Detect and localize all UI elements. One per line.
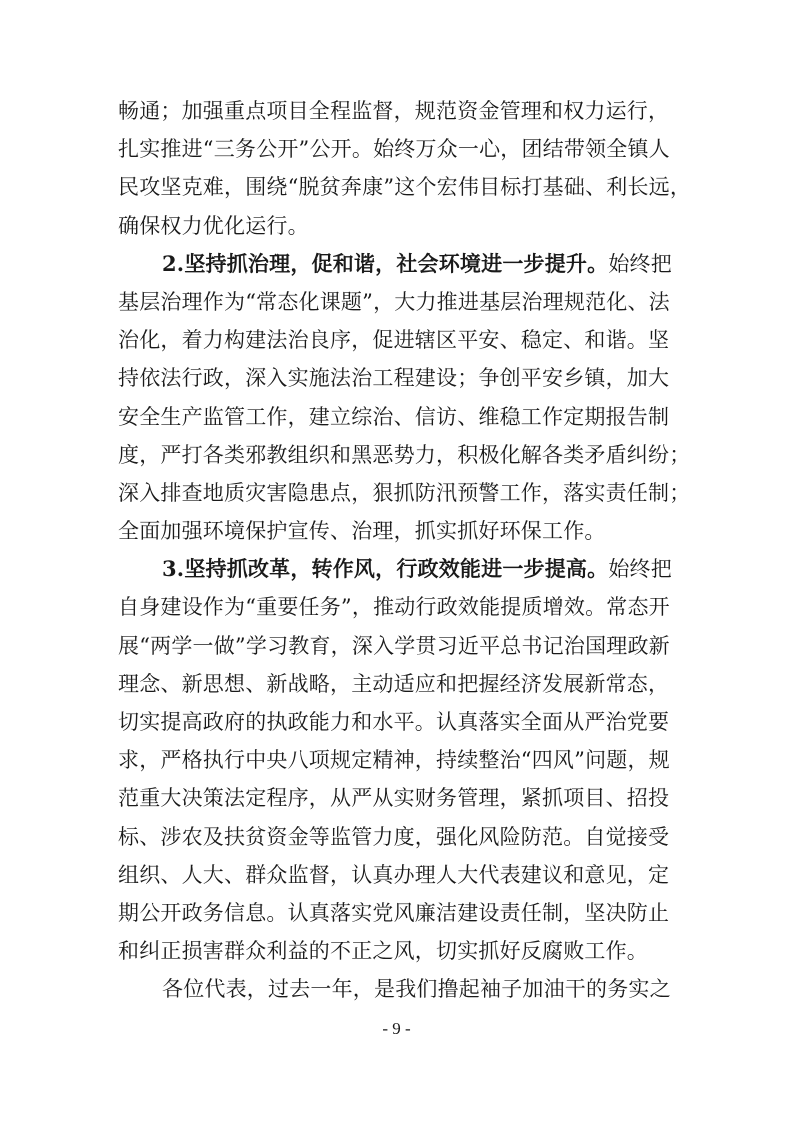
text-line: 自身建设作为“重要任务”，推动行政效能提质增效。常态开 xyxy=(118,595,670,620)
text-line: 畅通；加强重点项目全程监督，规范资金管理和权力运行， xyxy=(118,99,670,123)
text-line: 标、涉农及扶贫资金等监管力度，强化风险防范。自觉接受 xyxy=(118,824,670,849)
paragraph-2 xyxy=(118,245,691,551)
text-line: 范重大决策法定程序，从严从实财务管理，紧抓项目、招投 xyxy=(118,786,670,811)
section-heading: 2.坚持抓治理，促和谐，社会环境进一步提升。 xyxy=(162,250,609,276)
text-run: 始终把 xyxy=(608,251,672,276)
text-line: 和纠正损害群众利益的不正之风，切实抓好反腐败工作。 xyxy=(118,939,648,964)
text-line: 度，严打各类邪教组织和黑恶势力，积极化解各类矛盾纠纷； xyxy=(118,442,691,467)
paragraph-3 xyxy=(118,550,674,970)
text-line: 基层治理作为“常态化课题”，大力推进基层治理规范化、法 xyxy=(118,289,670,314)
text-line: 各位代表，过去一年，是我们撸起袖子加油干的务实之 xyxy=(162,977,671,1002)
text-line: 切实提高政府的执政能力和水平。认真落实全面从严治党要 xyxy=(118,710,670,734)
text-run: 始终把 xyxy=(608,557,672,582)
text-line: 安全生产监管工作，建立综治、信访、维稳工作定期报告制 xyxy=(118,404,670,429)
text-line: 民攻坚克难，围绕“脱贫奔康”这个宏伟目标打基础、利长远， xyxy=(118,175,692,200)
text-line: 期公开政务信息。认真落实党风廉洁建设责任制，坚决防止 xyxy=(118,900,670,925)
text-line: 展“两学一做”学习教育，深入学贯习近平总书记治国理政新 xyxy=(118,633,670,658)
text-line: 全面加强环境保护宣传、治理，抓实抓好环保工作。 xyxy=(118,519,606,544)
paragraph-4 xyxy=(118,970,674,1008)
text-line: 治化，着力构建法治良序，促进辖区平安、稳定、和谐。坚 xyxy=(118,328,670,353)
paragraph-1 xyxy=(118,92,692,245)
text-line: 深入排查地质灾害隐患点，狠抓防汛预警工作，落实责任制； xyxy=(118,480,691,505)
page-number: - 9 - xyxy=(382,1019,411,1038)
text-line: 确保权力优化运行。 xyxy=(118,213,309,238)
text-line: 扎实推进“三务公开”公开。始终万众一心，团结带领全镇人 xyxy=(118,137,670,162)
text-line: 组织、人大、群众监督，认真办理人大代表建议和意见，定 xyxy=(118,862,670,887)
text-line xyxy=(118,245,674,283)
text-line: 求，严格执行中央八项规定精神，持续整治“四风”问题，规 xyxy=(118,748,670,773)
text-line: 持依法行政，深入实施法治工程建设；争创平安乡镇，加大 xyxy=(118,366,670,391)
text-line: 理念、新思想、新战略，主动适应和把握经济发展新常态， xyxy=(118,671,670,696)
section-heading: 3.坚持抓改革，转作风，行政效能进一步提高。 xyxy=(162,556,609,582)
document-body xyxy=(118,92,692,1009)
text-line xyxy=(118,550,674,588)
